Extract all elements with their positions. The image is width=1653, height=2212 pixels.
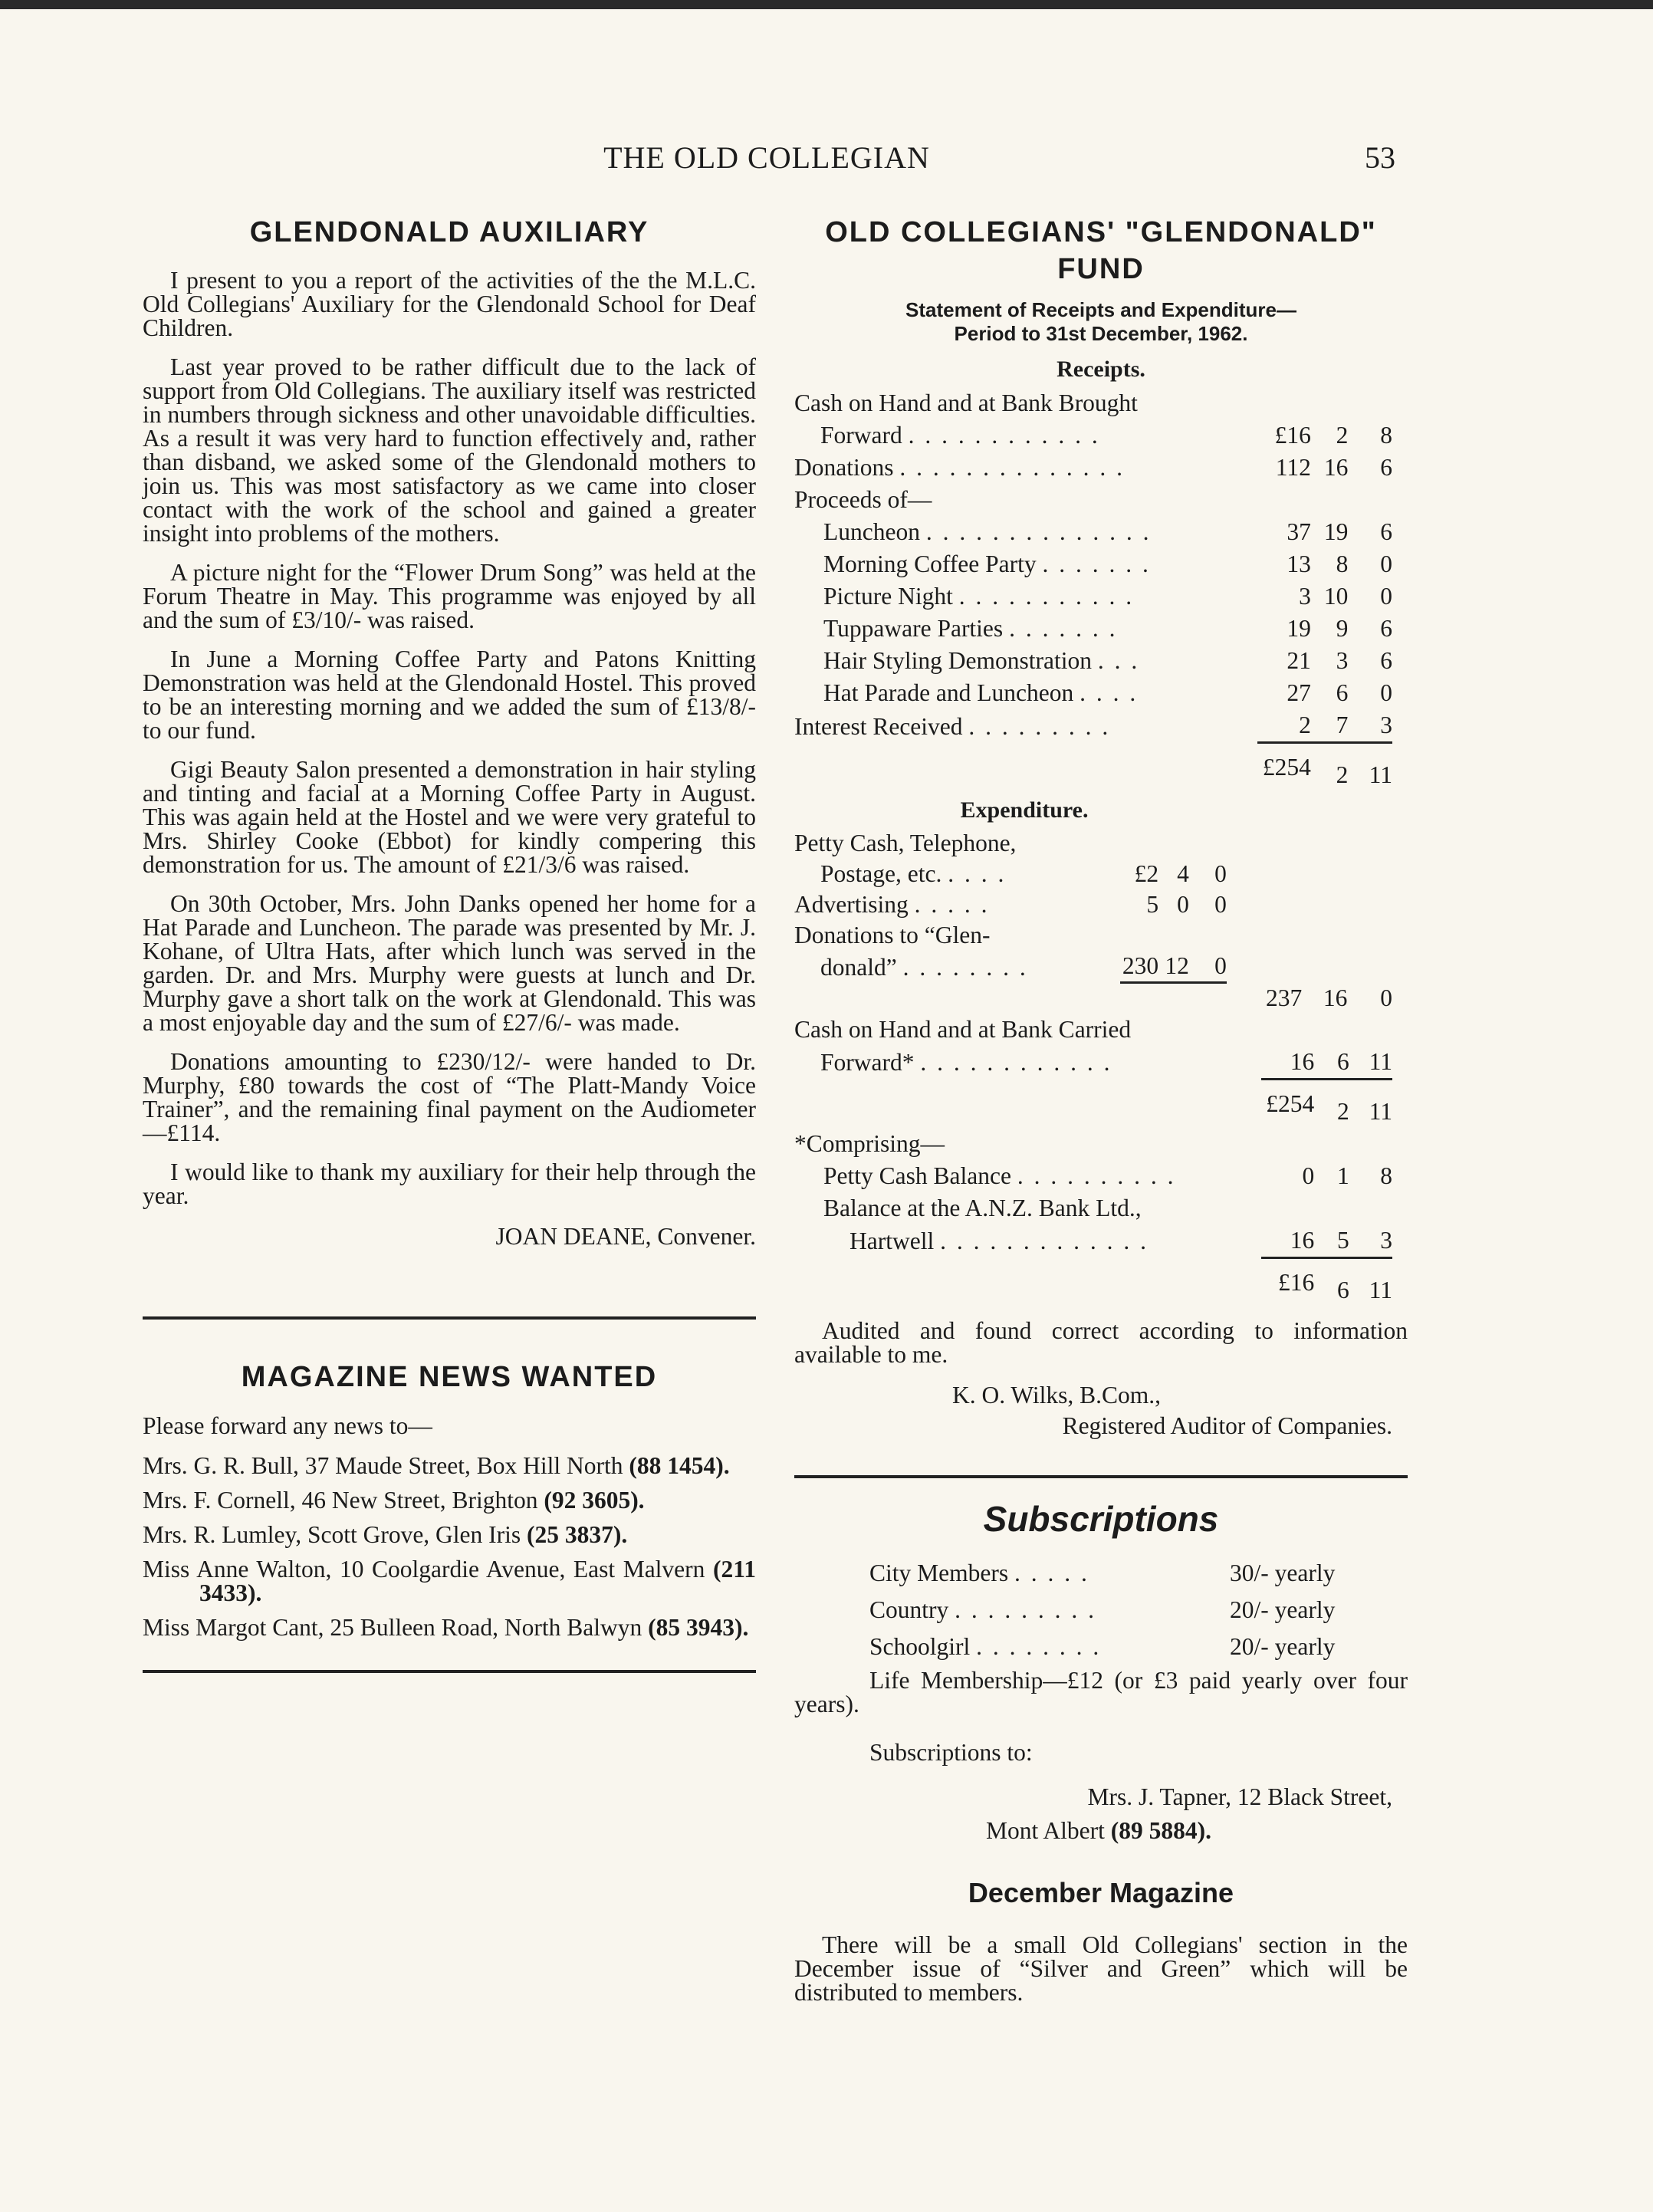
section-divider: [794, 1475, 1408, 1478]
receipts-heading: Receipts.: [1057, 357, 1145, 382]
table-row: Cash on Hand and at Bank Brought: [794, 389, 1138, 416]
news-contact: Miss Margot Cant, 25 Bulleen Road, North Balwyn (85 3943).: [143, 1614, 749, 1641]
table-row: Postage, etc. . . . . £2 4 0: [820, 860, 1227, 887]
news-contact: Mrs. F. Cornell, 46 New Street, Brighton (92 3605).: [143, 1487, 645, 1514]
top-border: [0, 0, 1653, 9]
auxiliary-paragraph: Donations amounting to £230/12/- were handed to Dr. Murphy, £80 towards the cost of “The Platt-Mandy Voice Trainer”, and the remaining final payment on the Audiometer—£114.: [143, 1047, 756, 1146]
table-row: £16 6 11: [794, 1257, 1392, 1306]
expenditure-heading: Expenditure.: [960, 797, 1089, 823]
subscriptions-table: [869, 1555, 1335, 1665]
section-divider: [143, 1670, 756, 1673]
news-intro: Please forward any news to—: [143, 1412, 432, 1439]
right-column: [794, 215, 1408, 2029]
auxiliary-paragraph: On 30th October, Mrs. John Danks opened her home for a Hat Parade and Luncheon. The parade was presented by Mr. J. Kohane, of Ultra Hats, after which lunch was served in the garden. Dr. and Mrs. Murphy were guests at lunch and Dr. Murphy gave a short talk on the work at Glendonald. This was a most enjoyable day and the sum of £27/6/- was made.: [143, 889, 756, 1036]
table-row: Advertising . . . . . 5 0 0: [794, 891, 1227, 918]
running-header: THE OLD COLLEGIAN: [603, 140, 930, 175]
auditor-title: Registered Auditor of Companies.: [1062, 1412, 1392, 1439]
convener-signature: JOAN DEANE, Convener.: [495, 1222, 756, 1250]
auxiliary-paragraph: In June a Morning Coffee Party and Patons Knitting Demonstration was held at the Glendonald Hostel. This proved to be an interesting morning and we added the sum of £13/8/- to our fund.: [143, 645, 756, 744]
section-divider: [143, 1316, 756, 1320]
table-row: Schoolgirl . . . . . . . . 20/- yearly: [869, 1632, 1336, 1660]
page-number: 53: [1365, 140, 1395, 175]
table-row: Donations . . . . . . . . . . . . . . 112 16 6: [794, 454, 1392, 481]
table-row: Interest Received . . . . . . . . . 2 7 3: [794, 712, 1392, 740]
table-row: Hartwell . . . . . . . . . . . . . 16 5 3: [850, 1226, 1392, 1254]
table-row: Forward* . . . . . . . . . . . . 16 6 11: [820, 1047, 1392, 1076]
table-row: Hair Styling Demonstration . . . 21 3 6: [823, 647, 1392, 674]
statement-title: Statement of Receipts and Expenditure— Period to 31st December, 1962.: [905, 298, 1296, 345]
table-row: Proceeds of—: [794, 486, 932, 513]
auxiliary-paragraph: Last year proved to be rather difficult due to the lack of support from Old Collegians. The auxiliary itself was restricted in numbers through sickness and other unavoidable difficulties. As a result it was very hard to function effectively and, rather than disband, we asked some of the Glendonald mothers to join us. This was most satisfactory as we came into closer contact with the work of the school and gained a greater insight into problems of the mothers.: [143, 353, 756, 547]
december-heading: December Magazine: [968, 1876, 1234, 1908]
auxiliary-paragraph: A picture night for the “Flower Drum Song” was held at the Forum Theatre in May. This programme was enjoyed by all and the sum of £3/10/- was raised.: [143, 558, 756, 633]
table-row: Tuppaware Parties . . . . . . . 19 9 6: [823, 615, 1392, 642]
left-column: [143, 215, 756, 1673]
auxiliary-paragraph: I would like to thank my auxiliary for their help through the year.: [143, 1158, 756, 1209]
auxiliary-heading: GLENDONALD AUXILIARY: [249, 216, 649, 248]
table-row: Petty Cash Balance . . . . . . . . . . 0 1 8: [823, 1162, 1392, 1189]
news-contact: Mrs. R. Lumley, Scott Grove, Glen Iris (25 3837).: [143, 1521, 628, 1548]
treasurer-address: Mrs. J. Tapner, 12 Black Street,: [1087, 1783, 1392, 1810]
news-contact: Mrs. G. R. Bull, 37 Maude Street, Box Hill North (88 1454).: [143, 1452, 730, 1479]
table-row: Cash on Hand and at Bank Carried: [794, 1015, 1132, 1043]
table-row: Picture Night . . . . . . . . . . . 3 10 0: [823, 583, 1392, 610]
table-row: Petty Cash, Telephone,: [794, 830, 1017, 856]
table-row: Morning Coffee Party . . . . . . . 13 8 0: [823, 551, 1392, 577]
carried-forward-table: [794, 1014, 1392, 1306]
expenditure-table: [794, 828, 1392, 1014]
fund-heading: OLD COLLEGIANS' "GLENDONALD" FUND: [825, 216, 1377, 285]
audit-statement: Audited and found correct according to information available to me.: [794, 1316, 1408, 1368]
receipts-table: [794, 387, 1392, 791]
news-contact: Miss Anne Walton, 10 Coolgardie Avenue, East Malvern (211 3433).: [143, 1556, 756, 1606]
table-row: Hat Parade and Luncheon . . . . 27 6 0: [823, 679, 1392, 706]
table-row: Donations to “Glen-: [794, 922, 991, 948]
table-row: £254 2 11: [794, 743, 1392, 792]
table-row: Luncheon . . . . . . . . . . . . . . 37 19 6: [823, 518, 1392, 545]
auxiliary-paragraph: I present to you a report of the activities of the the M.L.C. Old Collegians' Auxiliary for the Glendonald School for Deaf Children.: [143, 266, 756, 341]
subscriptions-to-label: Subscriptions to:: [869, 1738, 1033, 1766]
table-row: donald” . . . . . . . . 230 12 0: [820, 952, 1227, 981]
table-row: Forward . . . . . . . . . . . . £16 2 8: [820, 422, 1392, 449]
life-membership: Life Membership—£12 (or £3 paid yearly over four years).: [794, 1666, 1408, 1717]
table-row: City Members . . . . . 30/- yearly: [869, 1559, 1336, 1586]
table-row: Balance at the A.N.Z. Bank Ltd.,: [823, 1194, 1142, 1221]
table-row: £254 2 11: [794, 1079, 1392, 1128]
table-row: *Comprising—: [794, 1129, 945, 1157]
subscriptions-heading: Subscriptions: [983, 1498, 1219, 1539]
december-text: There will be a small Old Collegians' section in the December issue of “Silver and Green” which will be distributed to members.: [794, 1931, 1408, 2006]
news-heading: MAGAZINE NEWS WANTED: [241, 1360, 658, 1393]
auditor-name: K. O. Wilks, B.Com.,: [952, 1381, 1162, 1408]
auxiliary-paragraph: Gigi Beauty Salon presented a demonstration in hair styling and tinting and facial at a Morning Coffee Party in August. This was again held at the Hostel and we were very grateful to Mrs. Shirley Cooke (Ebbot) for kindly compering this demonstration for us. The amount of £21/3/6 was raised.: [143, 755, 756, 878]
treasurer-suburb: Mont Albert (89 5884).: [986, 1816, 1211, 1844]
table-row: 237 16 0: [794, 983, 1392, 1014]
table-row: Country . . . . . . . . . 20/- yearly: [869, 1596, 1336, 1623]
